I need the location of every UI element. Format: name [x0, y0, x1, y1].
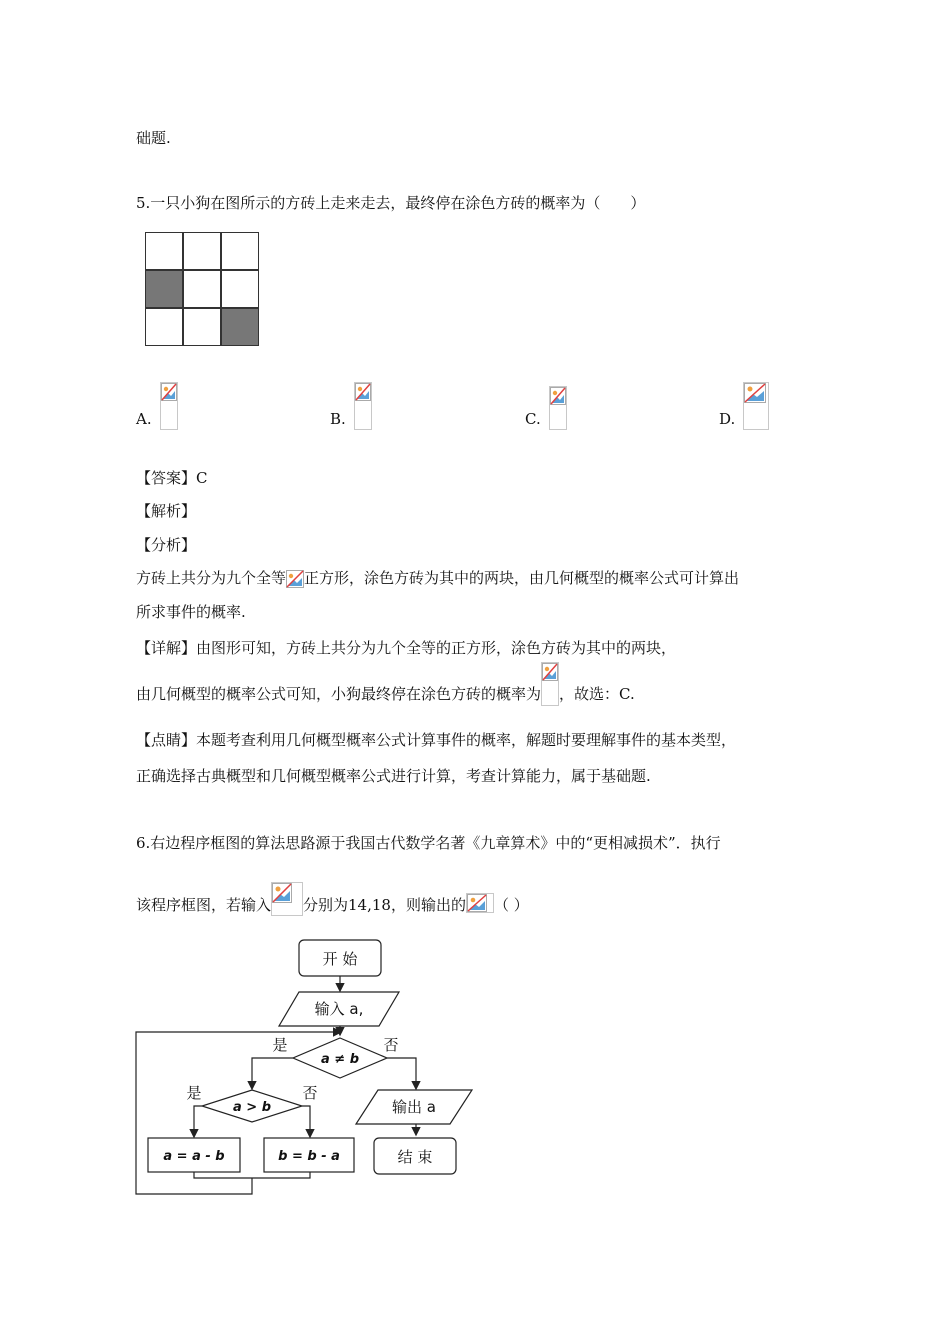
tile-grid-figure — [145, 232, 259, 346]
detail-text-a: 由几何概型的概率公式可知，小狗最终停在涂色方砖的概率为 — [136, 685, 542, 703]
yes2-label: 是 — [186, 1084, 202, 1102]
tile — [145, 308, 183, 346]
tile — [183, 270, 221, 308]
broken-image-icon — [286, 570, 304, 588]
output-label: 输出 a — [392, 1098, 436, 1116]
tile — [183, 308, 221, 346]
tile-shaded — [145, 270, 183, 308]
option-b-label: B. — [330, 410, 346, 428]
answer-line: 【答案】C — [136, 469, 208, 487]
cond1-label: a ≠ b — [320, 1052, 360, 1067]
comment-line-1: 【点睛】本题考查利用几何概型概率公式计算事件的概率，解题时要理解事件的基本类型， — [136, 731, 737, 749]
end-label: 结 束 — [397, 1148, 433, 1166]
question-6-stem-line-1: 6.右边程序框图的算法思路源于我国古代数学名著《九章算术》中的“更相减损术”．执行 — [136, 834, 721, 852]
detail-line-2 — [136, 684, 635, 706]
option-a-label: A. — [136, 410, 152, 428]
broken-image-icon — [354, 382, 372, 430]
analysis-line-1 — [136, 568, 739, 588]
broken-image-icon — [541, 662, 559, 706]
broken-image-icon — [743, 382, 769, 430]
analysis-line-2: 所求事件的概率. — [136, 603, 246, 621]
cond2-label: a > b — [232, 1100, 272, 1115]
tile-shaded — [221, 308, 259, 346]
yes-label: 是 — [272, 1036, 288, 1054]
no2-label: 否 — [302, 1084, 318, 1102]
fenxi-heading: 【分析】 — [136, 536, 197, 554]
comment-line-2: 正确选择古典概型和几何概型概率公式进行计算，考查计算能力，属于基础题. — [136, 767, 651, 785]
analysis-text-a: 方砖上共分为九个全等 — [136, 569, 287, 587]
tile — [183, 232, 221, 270]
broken-image-icon — [160, 382, 178, 430]
flowchart — [134, 938, 479, 1200]
broken-image-icon — [549, 386, 567, 430]
detail-line-1: 【详解】由图形可知，方砖上共分为九个全等的正方形，涂色方砖为其中的两块， — [136, 639, 677, 657]
q6-text-a: 该程序框图，若输入 — [136, 896, 272, 914]
option-c-label: C. — [525, 410, 541, 428]
question-5-stem: 5.一只小狗在图所示的方砖上走来走去，最终停在涂色方砖的概率为（ ） — [136, 194, 646, 212]
q6-text-b: 分别为14,18，则输出的 — [303, 896, 466, 914]
op1-label: a = a - b — [163, 1149, 225, 1164]
tile — [145, 232, 183, 270]
op2-label: b = b - a — [278, 1149, 340, 1164]
input-label: 输入 a, — [314, 1000, 364, 1018]
option-d-label: D. — [719, 410, 736, 428]
tile — [221, 270, 259, 308]
detail-text-b: ，故选：C. — [559, 685, 635, 703]
tile — [221, 232, 259, 270]
question-6-stem-line-2 — [136, 895, 529, 916]
start-label: 开 始 — [322, 950, 358, 968]
q6-text-c: （ ） — [493, 896, 529, 914]
jiexi-heading: 【解析】 — [136, 502, 197, 520]
analysis-text-b: 正方形，涂色方砖为其中的两块，由几何概型的概率公式可计算出 — [304, 569, 740, 587]
broken-image-icon — [466, 893, 494, 913]
broken-image-icon — [271, 882, 303, 916]
no-label: 否 — [383, 1036, 399, 1054]
previous-question-tail: 础题. — [136, 129, 171, 147]
